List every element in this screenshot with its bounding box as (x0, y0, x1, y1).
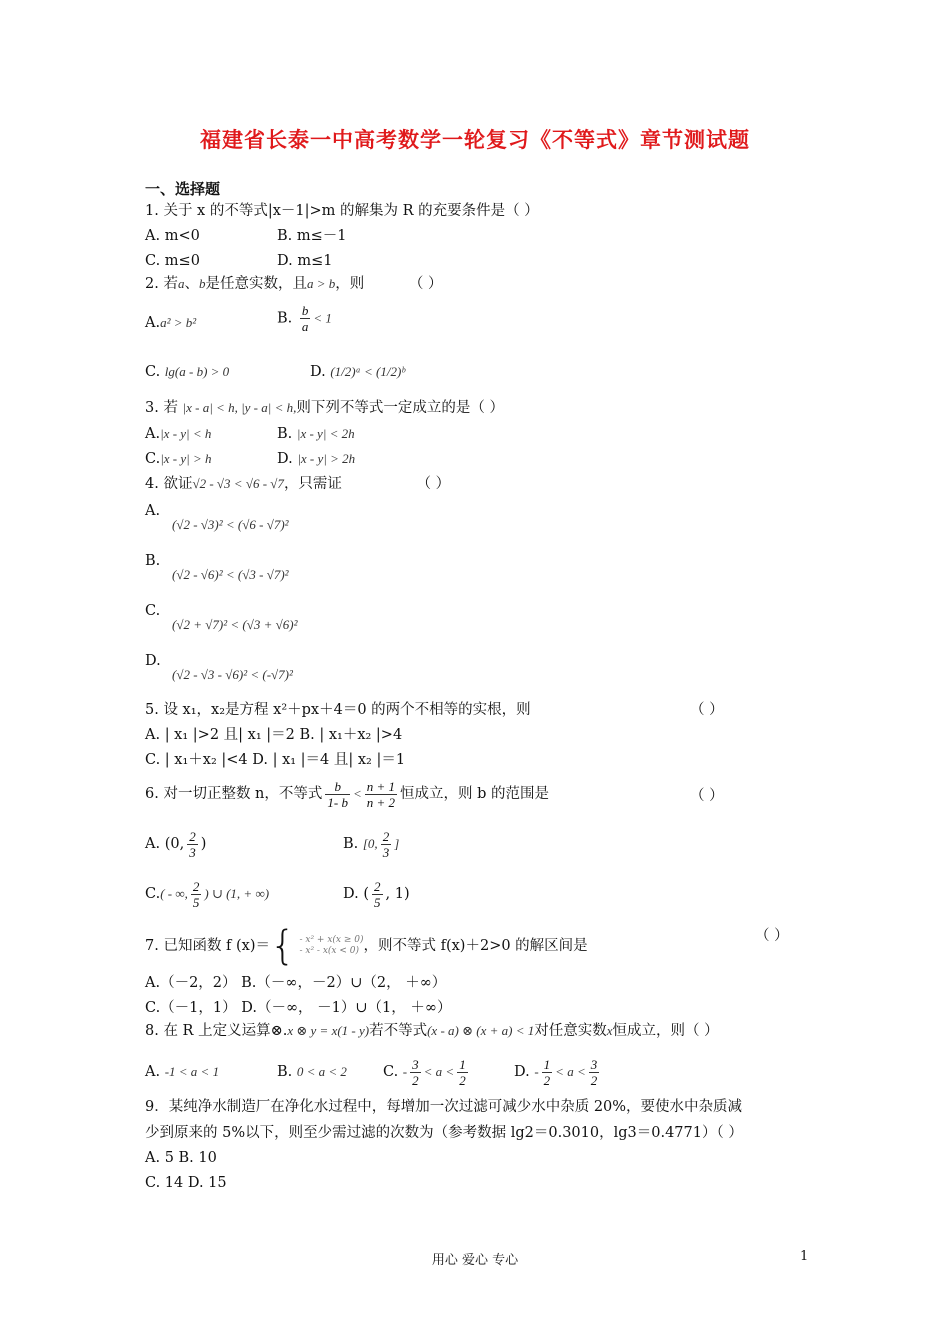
q8-d-den2: 2 (590, 1072, 598, 1088)
q8-c-den1: 2 (412, 1072, 419, 1088)
q8-c-den2: 2 (459, 1072, 466, 1088)
question-6-stem (145, 776, 549, 812)
q6-f1-num: b (325, 779, 350, 795)
q6-a-pre: (0, (164, 836, 185, 852)
q6-c-pre: ( - ∞, (160, 886, 188, 901)
q8-b-math: 0 < a < 2 (296, 1064, 347, 1079)
q8-c-fraction-2 (457, 1057, 468, 1088)
q6-f2-num: n + 1 (366, 778, 396, 794)
q6-post: 恒成立，则 b 的范围是 (400, 786, 550, 802)
q2-b-rest: < 1 (313, 310, 332, 326)
q6-a-post: ) (200, 836, 207, 852)
question-4-option-d-label: D. (145, 653, 161, 669)
q6-c-post: ) ∪ (1, + ∞) (204, 886, 270, 901)
q2-a-math: a² > b² (160, 315, 197, 330)
q6-fraction-2 (365, 779, 397, 810)
question-4-option-a: (√2 - √3)² < (√6 - √7)² (172, 517, 289, 532)
q4-pre: 4. 欲证 (145, 476, 193, 492)
question-1-option-c: C. m≤0 (145, 253, 200, 269)
question-3-option-b (277, 424, 355, 444)
q5-answer-paren: （ ） (690, 702, 724, 718)
q2-c-label: C. (145, 364, 161, 380)
question-1-option-b: B. m≤－1 (277, 228, 347, 244)
question-8-option-b (277, 1054, 347, 1090)
q7-post: ，则不等式 f(x)＋2>0 的解区间是 (363, 938, 588, 954)
question-3-option-d (277, 449, 355, 469)
q8-c-fraction-1 (410, 1057, 421, 1088)
q6-c-num: 2 (192, 878, 200, 894)
q8-def: x ⊗ y = x(1 - y) (287, 1023, 370, 1038)
q6-a-fraction (187, 829, 198, 860)
q8-b-label: B. (277, 1064, 293, 1080)
q7-pre: 7. 已知函数 f (x)＝ (145, 938, 271, 954)
q2-b-fraction (300, 303, 311, 334)
q3-d-math: |x - y| > 2h (297, 451, 356, 466)
q8-c-mid: < a < (423, 1064, 455, 1079)
q6-b-num: 2 (382, 828, 390, 844)
q6-b-post: ] (394, 836, 400, 851)
q3-d-label: D. (277, 451, 293, 467)
question-4-option-d: (√2 - √3 - √6)² < (-√7)² (172, 667, 293, 682)
question-1-option-d: D. m≤1 (277, 253, 333, 269)
q8-mid2: 若不等式 (369, 1023, 428, 1039)
q6-d-label: D. (343, 886, 359, 902)
page-title: 福建省长泰一中高考数学一轮复习《不等式》章节测试题 (200, 128, 750, 152)
question-9-options-ab: A. 5 B. 10 (145, 1150, 217, 1166)
page-footer: 用心 爱心 专心 (431, 1253, 519, 1268)
q8-a-math: -1 < a < 1 (164, 1064, 220, 1079)
q6-d-fraction (372, 879, 383, 910)
question-3-option-c (145, 449, 211, 469)
question-5-stem: 5. 设 x₁，x₂是方程 x²＋px＋4＝0 的两个不相等的实根，则 (145, 702, 531, 718)
question-5-options-cd: C. | x₁＋x₂ |<4 D. | x₁ |＝4 且| x₂ |＝1 (145, 752, 406, 768)
question-7-options-ab: A.（－2，2） B.（－∞，－2）∪（2， ＋∞） (145, 975, 447, 991)
q8-d-num1: 1 (543, 1056, 551, 1072)
q6-a-den: 3 (189, 844, 196, 860)
q4-answer-paren: （ ） (416, 476, 451, 492)
q7-piece-2: - x² - x(x < 0) (299, 946, 359, 956)
q6-b-pre: [0, (362, 836, 378, 851)
q6-d-post: , 1) (385, 886, 410, 902)
piecewise-brace: { (270, 923, 296, 969)
question-9-line-1: 9．某纯净水制造厂在净化水过程中，每增加一次过滤可减少水中杂质 20%，要使水中杂质减 (145, 1099, 743, 1115)
q2-post: ，则 (335, 276, 365, 292)
q2-d-math: (1/2)ᵃ < (1/2)ᵇ (330, 364, 405, 379)
q2-answer-paren: （ ） (408, 276, 443, 292)
q6-b-den: 3 (382, 844, 390, 860)
q8-d-label: D. (514, 1064, 530, 1080)
q3-b-label: B. (277, 426, 293, 442)
question-4-option-c: (√2 + √7)² < (√3 + √6)² (172, 617, 298, 632)
q8-c-num1: 3 (412, 1056, 419, 1072)
question-6-option-c (145, 876, 269, 912)
q6-answer-paren: （ ） (690, 788, 724, 804)
q6-f2-den: n + 2 (366, 794, 396, 810)
question-2-option-b (277, 303, 332, 334)
question-5-options-ab: A. | x₁ |>2 且| x₁ |＝2 B. | x₁＋x₂ |>4 (145, 727, 403, 743)
question-6-option-a (145, 826, 206, 862)
q2-b-label: B. (277, 310, 293, 327)
q7-piece-1: - x² + x(x ≥ 0) (299, 935, 364, 945)
q6-b-fraction (381, 829, 392, 860)
q8-d-fraction-2 (589, 1057, 600, 1088)
section-heading: 一、选择题 (145, 180, 221, 198)
q4-post: ，只需证 (283, 476, 342, 492)
q6-a-num: 2 (189, 828, 196, 844)
q6-f1-den: 1- b (327, 794, 348, 810)
q6-d-den: 5 (374, 894, 381, 910)
question-4-option-c-label: C. (145, 603, 161, 619)
q8-var: x (606, 1023, 613, 1038)
q2-d-label: D. (310, 364, 326, 380)
q6-lt: < (352, 786, 362, 801)
question-3-stem (145, 398, 504, 418)
piecewise-definition (299, 935, 363, 957)
q8-ineq: (x - a) ⊗ (x + a) < 1 (427, 1023, 535, 1038)
q2-pre: 2. 若 (145, 276, 178, 292)
q3-a-math: |x - y| < h (160, 426, 212, 441)
question-8-option-c (383, 1054, 471, 1090)
question-6-option-b (343, 826, 399, 862)
question-2-option-d (310, 362, 405, 382)
q8-d-den1: 2 (543, 1072, 551, 1088)
question-8-option-a (145, 1054, 219, 1090)
question-8-stem (145, 1021, 719, 1041)
q8-c-num2: 1 (459, 1056, 466, 1072)
q6-c-den: 5 (192, 894, 200, 910)
question-1-option-a: A. m<0 (145, 228, 200, 244)
question-7-options-cd: C.（－1，1） D.（－∞， －1）∪（1， ＋∞） (145, 1000, 452, 1016)
q8-d-fraction-1 (542, 1057, 553, 1088)
q3-c-math: |x - y| > h (160, 451, 212, 466)
question-2-stem (145, 274, 442, 294)
question-6-option-d (343, 876, 410, 912)
q8-op: ⊗ (270, 1023, 283, 1039)
q3-a-label: A. (145, 426, 161, 442)
q4-math: √2 - √3 < √6 - √7 (192, 476, 284, 491)
question-4-stem (145, 474, 450, 494)
q2-var-b: b (198, 276, 206, 291)
q2-b-num: b (301, 303, 309, 318)
q3-pre: 3. 若 (145, 400, 178, 416)
q8-d-num2: 3 (590, 1056, 598, 1072)
q6-c-fraction (191, 879, 202, 910)
question-4-option-a-label: A. (145, 503, 161, 519)
question-8-option-d (514, 1054, 602, 1090)
question-4-option-b-label: B. (145, 553, 161, 569)
q8-dot: . (282, 1023, 288, 1039)
question-7-stem (145, 923, 588, 969)
q3-math: |x - a| < h, |y - a| < h, (182, 400, 297, 415)
q3-b-math: |x - y| < 2h (296, 426, 355, 441)
q7-answer-paren: （ ） (755, 928, 789, 944)
q2-condition: a > b (306, 276, 336, 291)
q2-var-a: a (177, 276, 185, 291)
q6-fraction-1 (325, 779, 350, 810)
q8-d-mid: < a < (555, 1064, 586, 1079)
q8-pre: 8. 在 R 上定义运算 (145, 1023, 271, 1039)
q6-c-label: C. (145, 886, 161, 902)
q8-d-pre: - (534, 1064, 539, 1079)
q2-c-math: lg(a - b) > 0 (164, 364, 230, 379)
q8-c-label: C. (383, 1064, 399, 1080)
question-2-option-a (145, 313, 196, 333)
q6-a-label: A. (145, 836, 161, 852)
q6-pre: 6. 对一切正整数 n，不等式 (145, 786, 323, 802)
q6-d-pre: ( (363, 886, 369, 902)
q8-end: 恒成立，则（ ） (612, 1023, 719, 1039)
q2-a-label: A. (145, 315, 161, 331)
q6-d-num: 2 (374, 878, 381, 894)
q2-b-den: a (301, 319, 309, 334)
q8-a-label: A. (145, 1064, 161, 1080)
q6-b-label: B. (343, 836, 359, 852)
q2-mid: 是任意实数，且 (205, 276, 307, 292)
q2-sep: 、 (184, 276, 199, 292)
q3-c-label: C. (145, 451, 161, 467)
page-number: 1 (800, 1249, 809, 1264)
question-9-options-cd: C. 14 D. 15 (145, 1175, 227, 1191)
q8-c-pre: - (402, 1064, 408, 1079)
question-1-stem: 1. 关于 x 的不等式|x－1|>m 的解集为 R 的充要条件是（ ） (145, 203, 539, 219)
question-3-option-a (145, 424, 211, 444)
question-2-option-c (145, 362, 229, 382)
q8-post: 对任意实数 (534, 1023, 607, 1039)
question-9-line-2: 少到原来的 5%以下，则至少需过滤的次数为（参考数据 lg2＝0.3010，lg3＝0.4771）（ ） (145, 1125, 743, 1141)
question-4-option-b: (√2 - √6)² < (√3 - √7)² (172, 567, 289, 582)
q3-post: 则下列不等式一定成立的是（ ） (296, 400, 504, 416)
